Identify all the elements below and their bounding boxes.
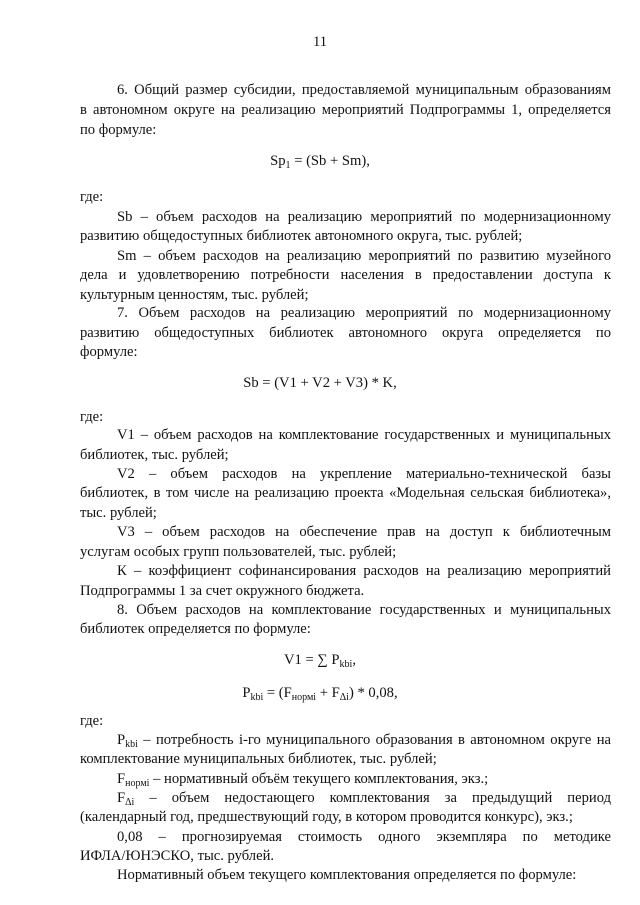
formula-pkbi-mid: = (F xyxy=(263,685,292,701)
k-line-1: К – коэффициент софинансирования расходов на реализацию мероприятий xyxy=(117,563,611,579)
last-line: Нормативный объем текущего комплектования определяется по формуле: xyxy=(117,867,577,883)
sm-line-1: Sm – объем расходов на реализацию мероприятий по развитию музейного xyxy=(117,248,611,264)
formula-pkbi-fsub2: Δi xyxy=(339,692,349,703)
formula-pkbi-fsub1: нормi xyxy=(291,692,317,703)
p8-line-1: 8. Объем расходов на комплектование государственных и муниципальных xyxy=(117,602,611,618)
fd-line-1 xyxy=(117,789,611,807)
sm-line-2: дела и удовлетворению потребности населения в предоставлении доступа к xyxy=(80,267,611,283)
formula-v1-tail: , xyxy=(352,652,356,668)
v2-line-1: V2 – объем расходов на укрепление материально-технической базы xyxy=(117,466,611,482)
v3-line-1: V3 – объем расходов на обеспечение прав на доступ к библиотечным xyxy=(117,524,611,540)
formula-pkbi-plus: + F xyxy=(316,685,340,701)
formula-pkbi-psub: kbi xyxy=(250,692,264,703)
formula-sp1 xyxy=(0,152,640,170)
pk-symbol: P xyxy=(117,732,126,748)
k-line-2: Подпрограммы 1 за счет окружного бюджета. xyxy=(80,583,365,599)
fn-text: – нормативный объём текущего комплектования, экз.; xyxy=(149,771,489,787)
p7-line-3: формуле: xyxy=(80,344,138,360)
fn-sub: нормi xyxy=(125,778,150,789)
formula-sp1-sub: 1 xyxy=(285,160,291,171)
p7-line-2: развитию общедоступных библиотек автономного округа определяется по xyxy=(80,325,611,341)
pk-text: – потребность i-го муниципального образования в автономном округе на xyxy=(137,732,611,748)
p8-line-2: библиотек определяется по формуле: xyxy=(80,621,311,637)
formula-sb: Sb = (V1 + V2 + V3) * K, xyxy=(243,375,397,391)
fn-line xyxy=(117,770,611,788)
fd-symbol: F xyxy=(117,790,126,806)
fd-line-2: (календарный год, предшествующий году, в котором проводится конкурс), экз.; xyxy=(80,809,573,825)
fn-symbol: F xyxy=(117,771,126,787)
page-number: 11 xyxy=(312,34,328,50)
fd-text: – объем недостающего комплектования за предыдущий период xyxy=(134,790,611,806)
formula-v1-sub: kbi xyxy=(339,659,353,670)
formula-pkbi xyxy=(0,684,640,702)
formula-sp1-symbol: Sp xyxy=(270,153,286,169)
pk-sub: kbi xyxy=(125,739,138,750)
where-label-3: где: xyxy=(80,713,104,729)
formula-v1-lhs: V1 = ∑ P xyxy=(284,652,340,668)
p6-line-1: 6. Общий размер субсидии, предоставляемой муниципальным образованиям xyxy=(117,82,611,98)
v1-line-2: библиотек, тыс. рублей; xyxy=(80,447,229,463)
formula-v1 xyxy=(0,651,640,669)
c008-line-2: ИФЛА/ЮНЭСКО, тыс. рублей. xyxy=(80,848,275,864)
where-label-1: где: xyxy=(80,189,104,205)
p7-line-1: 7. Объем расходов на реализацию мероприятий по модернизационному xyxy=(117,305,611,321)
v3-line-2: услугам особых групп пользователей, тыс. рублей; xyxy=(80,544,397,560)
where-label-2: где: xyxy=(80,409,104,425)
pk-line-1 xyxy=(117,731,611,749)
p6-line-2: в автономном округе на реализацию мероприятий Подпрограммы 1, определяется xyxy=(80,102,611,118)
sb-line-2: развитию общедоступных библиотек автономного округа, тыс. рублей; xyxy=(80,228,523,244)
formula-pkbi-p: P xyxy=(242,685,251,701)
c008-line-1: 0,08 – прогнозируемая стоимость одного экземпляра по методике xyxy=(117,829,611,845)
formula-sp1-rhs: = (Sb + Sm), xyxy=(290,153,370,169)
fd-sub: Δi xyxy=(125,797,135,808)
v2-line-3: тыс. рублей; xyxy=(80,505,157,521)
v2-line-2: библиотек, в том числе на реализацию проекта «Модельная сельская библиотека», xyxy=(80,485,611,501)
formula-pkbi-tail: ) * 0,08, xyxy=(348,685,398,701)
pk-line-2: комплектование муниципальных библиотек, тыс. рублей; xyxy=(80,751,437,767)
sb-line-1: Sb – объем расходов на реализацию мероприятий по модернизационному xyxy=(117,209,611,225)
p6-line-3: по формуле: xyxy=(80,122,157,138)
v1-line-1: V1 – объем расходов на комплектование государственных и муниципальных xyxy=(117,427,611,443)
sm-line-3: культурным ценностям, тыс. рублей; xyxy=(80,287,309,303)
